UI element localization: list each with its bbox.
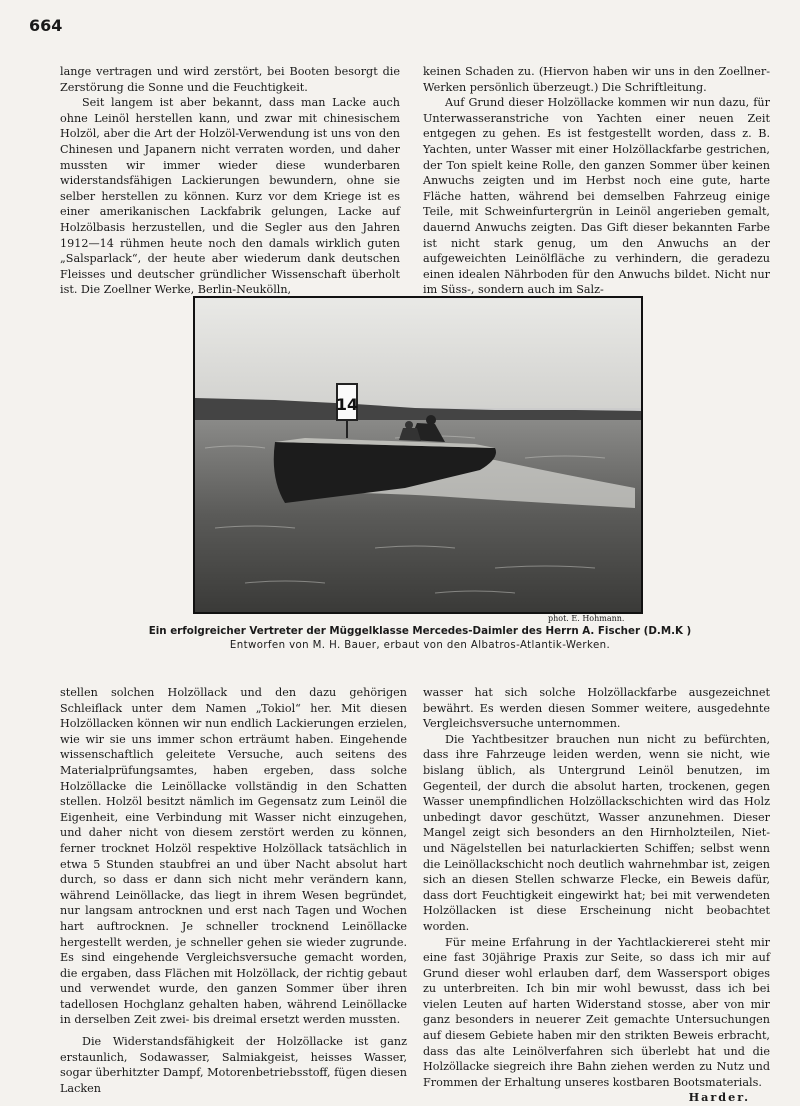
- paragraph: lange vertragen und wird zerstört, bei Booten besorgt die Zerstörung die Sonne und die Feuchtigkeit.: [60, 65, 400, 94]
- paragraph: stellen solchen Holzöllack und den dazu gehörigen Schleiflack unter dem Namen „Tokiol“ her. Mit diesen Holzöllacken können wir nun endlich Lackierungen erzielen, wie wir sie uns immer schon erträumt haben. Eingehende wissenschaftlich geleitete Versuche, auch seitens des Materialprüfungsamtes, haben ergeben, dass solche Holzöllacke die Leinöllacke vollständig in den Schatten stellen. Holzöl besitzt nämlich im Gegensatz zum Leinöl die Eigenheit, eine Verbindung mit Wasser nicht einzugehen, und daher nicht von diesem zerstört werden zu können, ferner trocknet Holzöl respektive Holzöllack tatsächlich in etwa 5 Stunden staubfrei an und über Nacht absolut hart durch, so dass er dann sich nicht mehr verändern kann, während Leinöllacke, das liegt in ihrem Wesen begründet, nur langsam antrocknen und erst nach Tagen und Wochen hart auftrocknen. Je schneller trocknend Leinöllacke hergestellt werden, je schneller gehen sie wieder zugrunde. Es sind eingehende Vergleichsversuche gemacht worden, die ergaben, dass Flächen mit Holzöllack, der richtig gebaut und verwendet wurde, den ganzen Sommer über ihren tadellosen Hochglanz gehalten haben, während Leinöllacke in derselben Zeit zwei- bis dreimal ersetzt werden mussten.: [60, 686, 407, 1027]
- photo-caption: Ein erfolgreicher Vertreter der Müggelklasse Mercedes-Daimler des Herrn A. Fischer (D.M.K ): [148, 625, 692, 637]
- paragraph: Die Widerstandsfähigkeit der Holzöllacke ist ganz erstaunlich, Sodawasser, Salmiakgeist, heisses Wasser, sogar überhitzter Dampf, Motorenbetriebsstoff, fügen diesen Lacken: [60, 1035, 407, 1095]
- photo-subcaption: Entworfen von M. H. Bauer, erbaut von den Albatros-Atlantik-Werken.: [229, 640, 611, 651]
- column-bottom-left: [60, 685, 407, 1096]
- column-bottom-right: [423, 685, 770, 1106]
- photo-credit: phot. E. Hohmann.: [548, 614, 625, 623]
- author-signature: Harder.: [688, 1090, 750, 1105]
- page-number: 664: [29, 16, 63, 35]
- column-top-left: [60, 64, 400, 298]
- boat-number: 14: [335, 395, 359, 414]
- paragraph: Für meine Erfahrung in der Yachtlackiererei steht mir eine fast 30jährige Praxis zur Seite, so dass ich mir auf Grund dieser wohl erlauben darf, dem Wassersport obiges zu unterbreiten. Ich bin mir wohl bewusst, dass ich bei vielen Leuten auf harten Widerstand stosse, aber von mir ganz besonders in neuerer Zeit gemachte Untersuchungen auf diesem Gebiete haben mir den strikten Beweis erbracht, dass das alte Leinölverfahren sich überlebt hat und die Holzöllacke siegreich ihre Bahn ziehen werden zu Nutz und Frommen der Erhaltung unseres kostbaren Bootsmaterials.: [423, 935, 770, 1089]
- motorboat-photo: [193, 296, 643, 614]
- paragraph: Seit langem ist aber bekannt, dass man Lacke auch ohne Leinöl herstellen kann, und zwar mit chinesischem Holzöl, aber die Art der Holzöl-Verwendung ist uns von den Chinesen und Japanern nicht verraten worden, und daher mussten wir immer wieder diese wunderbaren widerstandsfähigen Lackierungen bewundern, ohne sie selber herstellen zu können. Kurz vor dem Kriege ist es einer amerikanischen Lackfabrik gelungen, Lacke auf Holzölbasis herzustellen, und die Segler aus den Jahren 1912—14 rühmen heute noch den damals wirklich guten „Salsparlack“, der heute aber wiederum dank deutschen Fleisses und deutscher gründlicher Wissenschaft überholt ist. Die Zoellner Werke, Berlin-Neukölln,: [60, 96, 400, 297]
- sky: [195, 298, 641, 408]
- column-top-right: [423, 64, 770, 298]
- paragraph: keinen Schaden zu. (Hiervon haben wir uns in den Zoellner-Werken persönlich überzeugt.) Die Schriftleitung.: [423, 65, 770, 94]
- paragraph: wasser hat sich solche Holzöllackfarbe ausgezeichnet bewährt. Es werden diesen Sommer weitere, ausgedehnte Vergleichsversuche unternommen.: [423, 686, 770, 731]
- paragraph: Die Yachtbesitzer brauchen nun nicht zu befürchten, dass ihre Fahrzeuge leiden werden, wenn sie nicht, wie bislang üblich, als Untergrund Leinöl benutzen, im Gegenteil, der durch die absolut harten, trockenen, gegen Wasser unempfindlichen Holzöllackschichten wird das Holz unbedingt davor geschützt, Wasser anzunehmen. Dieser Mangel zeigt sich besonders an den Hirnholzteilen, Niet- und Nägelstellen bei naturlackierten Schiffen; selbst wenn die Leinöllackschicht noch deutlich wahrnehmbar ist, zeigen sich an diesen Stellen schwarze Flecke, ein Beweis dafür, dass dort Feuchtigkeit eingewirkt hat; bei mit verwendeten Holzöllacken ist diese Erscheinung nicht beobachtet worden.: [423, 732, 770, 933]
- paragraph: Auf Grund dieser Holzöllacke kommen wir nun dazu, für Unterwasseranstriche von Yachten einer neuen Zeit entgegen zu gehen. Es ist festgestellt worden, dass z. B. Yachten, unter Wasser mit einer Holzöllackfarbe gestrichen, der Ton spielt keine Rolle, den ganzen Sommer über keinen Anwuchs zeigten und im Herbst noch eine gute, harte Fläche hatten, während bei demselben Fahrzeug einige Teile, mit Schweinfurtergrün in Leinöl angerieben gemalt, dauernd Anwuchs zeigten. Das Gift dieser bekannten Farbe ist nicht stark genug, um den Anwuchs an der aufgeweichten Leinölfläche zu verhindern, die geradezu einen idealen Nährboden für den Anwuchs bildet. Nicht nur im Süss-, sondern auch im Salz-: [423, 96, 770, 297]
